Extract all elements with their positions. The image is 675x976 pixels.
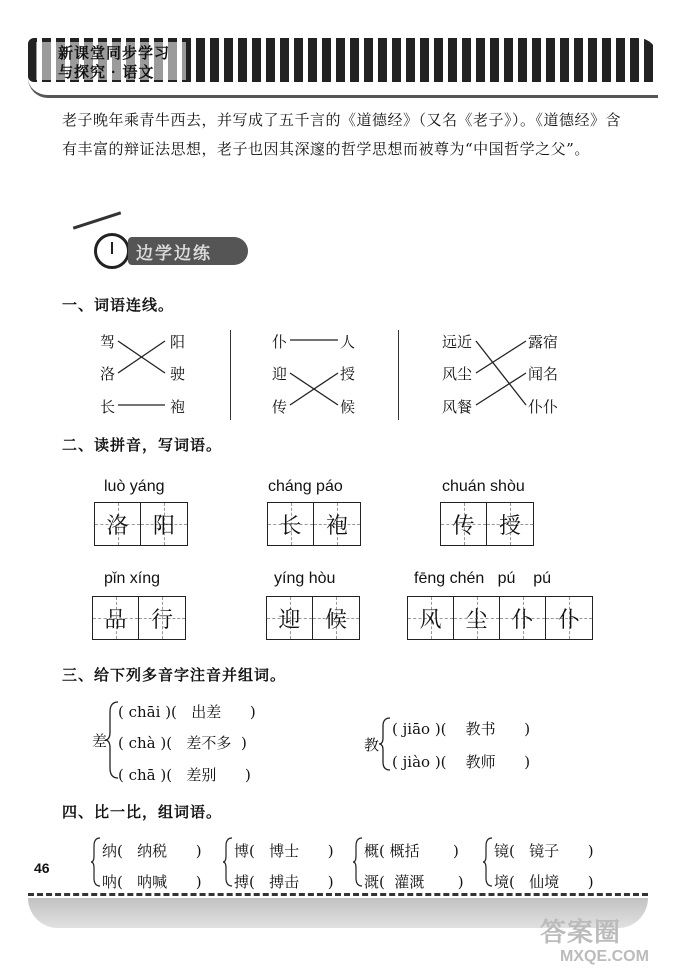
page-number: 46 [34,860,50,876]
brace-icon [90,836,102,888]
match-right: 袍 [170,398,186,416]
match-right: 授 [340,365,356,383]
match-left: 迎 [272,365,288,383]
brace-icon [222,836,234,888]
compare-row: 搏( 搏击 ) [234,873,334,891]
pinyin-label: pǐn xíng [104,570,161,587]
brace-icon [482,836,494,888]
char-cell: 袍 [314,503,360,545]
char-grid [440,502,534,546]
brace-icon [378,716,392,772]
char-cell: 品 [93,597,139,639]
match-right: 仆仆 [528,398,559,416]
char-cell: 迎 [267,597,313,639]
header-curve [28,78,658,98]
compare-row: 境( 仙境 ) [494,873,594,891]
match-left: 风尘 [442,365,473,383]
char-cell: 行 [139,597,185,639]
logo-text: 边学边练 [136,244,212,263]
match-left: 驾 [100,333,116,351]
match-right: 露宿 [528,333,559,351]
match-left: 仆 [272,333,288,351]
char-cell: 洛 [95,503,141,545]
match-left: 传 [272,398,288,416]
section-4-title: 四、比一比，组词语。 [62,803,223,821]
char-cell: 仆 [546,597,592,639]
char-cell: 长 [268,503,314,545]
compare-row: 博( 博士 ) [234,842,334,860]
char-cell: 授 [487,503,533,545]
match-right: 人 [340,333,356,351]
match-left: 远近 [442,333,473,351]
clock-icon [94,233,130,269]
header-title-line2: 与探究 · 语文 [58,64,155,81]
logo-stick [73,211,121,229]
compare-row: 概( 概括 ) [364,842,459,860]
polyphone-row: ( chà )( 差不多 ) [118,734,247,752]
compare-row: 溉( 灌溉 ) [364,873,464,891]
match-left: 风餐 [442,398,473,416]
char-cell: 阳 [141,503,187,545]
intro-paragraph: 老子晚年乘青牛西去，并写成了五千言的《道德经》（又名《老子》）。《道德经》含有丰富的辩证法思想，老子也因其深邃的哲学思想而被尊为“中国哲学之父”。 [62,111,622,158]
divider [398,330,399,420]
match-right: 闻名 [528,365,559,383]
char-grid [407,596,593,640]
compare-row: 纳( 纳税 ) [102,842,202,860]
match-left: 长 [100,398,116,416]
brace-icon [352,836,364,888]
section-3-title: 三、给下列多音字注音并组词。 [62,666,287,684]
match-right: 阳 [170,333,186,351]
pinyin-label: chuán shòu [442,478,525,495]
char-cell: 风 [408,597,454,639]
pinyin-label: fēng chén pú pú [414,570,551,587]
char-cell: 传 [441,503,487,545]
watermark-url: MXQE.COM [560,948,649,965]
match-right: 驶 [170,365,186,383]
char-grid [266,596,360,640]
practice-logo [72,205,252,275]
polyphone-row: ( chāi )( 出差 ) [118,703,256,721]
compare-row: 镜( 镜子 ) [494,842,594,860]
char-cell: 尘 [454,597,500,639]
compare-row: 呐( 呐喊 ) [102,873,202,891]
divider [230,330,231,420]
polyphone-row: ( chā )( 差别 ) [118,766,251,784]
section-1-title: 一、词语连线。 [62,296,175,314]
char-grid [267,502,361,546]
header-title-line1: 新课堂同步学习 [58,45,171,62]
char-cell: 仆 [500,597,546,639]
watermark: 答案圈 [540,917,622,947]
char-cell: 候 [313,597,359,639]
polyphone-row: ( jiào )( 教师 ) [392,753,531,771]
char-grid [94,502,188,546]
pinyin-label: cháng páo [268,478,343,495]
char-grid [92,596,186,640]
polyphone-char: 差 [92,732,108,750]
pinyin-label: yíng hòu [274,570,336,587]
footer-dashed-line [28,893,648,896]
polyphone-char: 教 [364,736,380,754]
match-left: 洛 [100,365,116,383]
pinyin-label: luò yáng [104,478,165,495]
section-2-title: 二、读拼音，写词语。 [62,436,223,454]
page-header [28,34,658,96]
match-right: 候 [340,398,356,416]
polyphone-row: ( jiāo )( 教书 ) [392,720,531,738]
